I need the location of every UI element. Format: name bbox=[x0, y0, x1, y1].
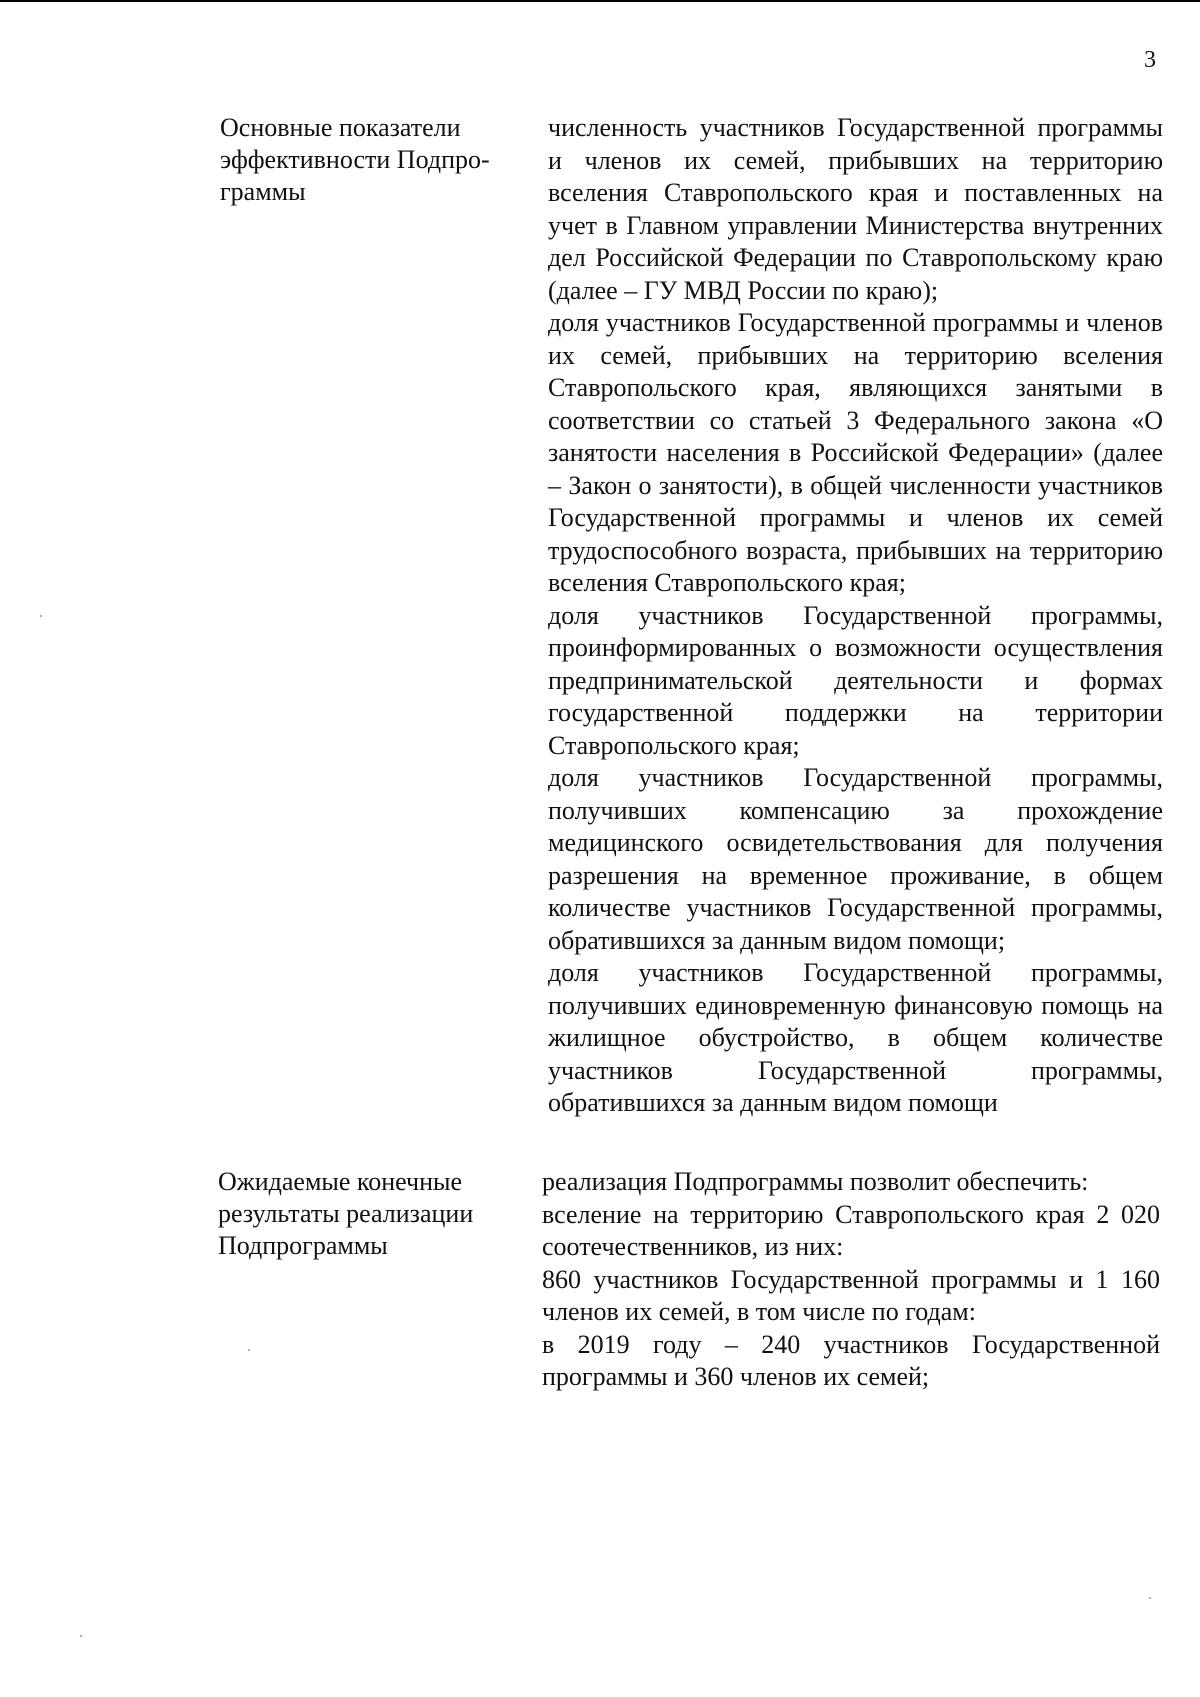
indicator-paragraph: численность участников Государственной программы и членов их семей, прибывших на территорию вселения Ставропольского края и поставленных на учет в Главном управлении Министерства внутренних дел Российской Федерации по Ставропольскому краю (далее – ГУ МВД России по краю); bbox=[548, 113, 1163, 305]
row-label-indicators bbox=[220, 112, 510, 208]
row-label-expected-results bbox=[218, 1166, 508, 1262]
scan-speck bbox=[1149, 1597, 1151, 1599]
result-paragraph: реализация Подпрограммы позволит обеспечить: bbox=[542, 1167, 1089, 1196]
top-border-line bbox=[0, 0, 1200, 2]
result-paragraph: в 2019 году – 240 участников Государственной программы и 360 членов их семей; bbox=[542, 1329, 1160, 1391]
label-line: результаты реализации bbox=[218, 1199, 474, 1228]
scan-speck bbox=[40, 615, 42, 617]
label-line: граммы bbox=[220, 177, 306, 206]
row-content-expected-results bbox=[542, 1166, 1160, 1394]
label-line: Ожидаемые конечные bbox=[218, 1167, 463, 1196]
page-number: 3 bbox=[1144, 47, 1156, 73]
indicator-paragraph: доля участников Государственной программы и членов их семей, прибывших на территорию вселения Ставропольского края, являющихся занятыми в соответствии со статьей 3 Федерального закона «О занятости населения в Российской Федерации» (далее – Закон о занятости), в общей численности участников Государственной программы и членов их семей трудоспособного возраста, прибывших на территорию вселения Ставропольского края; bbox=[548, 308, 1163, 597]
indicator-paragraph: доля участников Государственной программы, проинформированных о возможности осуществления предпринимательской деятельности и формах государственной поддержки на территории Ставропольского края; bbox=[548, 600, 1163, 760]
indicator-paragraph: доля участников Государственной программы, получивших компенсацию за прохождение медицинского освидетельствования для получения разрешения на временное проживание, в общем количестве участников Государственной программы, обратившихся за данным видом помощи; bbox=[548, 763, 1163, 955]
label-line: Подпрограммы bbox=[218, 1231, 388, 1260]
scan-speck bbox=[80, 1635, 82, 1637]
row-content-indicators bbox=[548, 112, 1163, 1120]
result-paragraph: 860 участников Государственной программы и 1 160 членов их семей, в том числе по годам: bbox=[542, 1264, 1160, 1326]
indicator-paragraph: доля участников Государственной программы, получивших единовременную финансовую помощь на жилищное обустройство, в общем количестве участников Государственной программы, обратившихся за данным видом помощи bbox=[548, 958, 1163, 1117]
label-line: эффективности Подпро- bbox=[220, 145, 490, 174]
label-line: Основные показатели bbox=[220, 113, 461, 142]
scan-speck bbox=[248, 1349, 250, 1351]
result-paragraph: вселение на территорию Ставропольского края 2 020 соотечественников, из них: bbox=[542, 1199, 1160, 1261]
